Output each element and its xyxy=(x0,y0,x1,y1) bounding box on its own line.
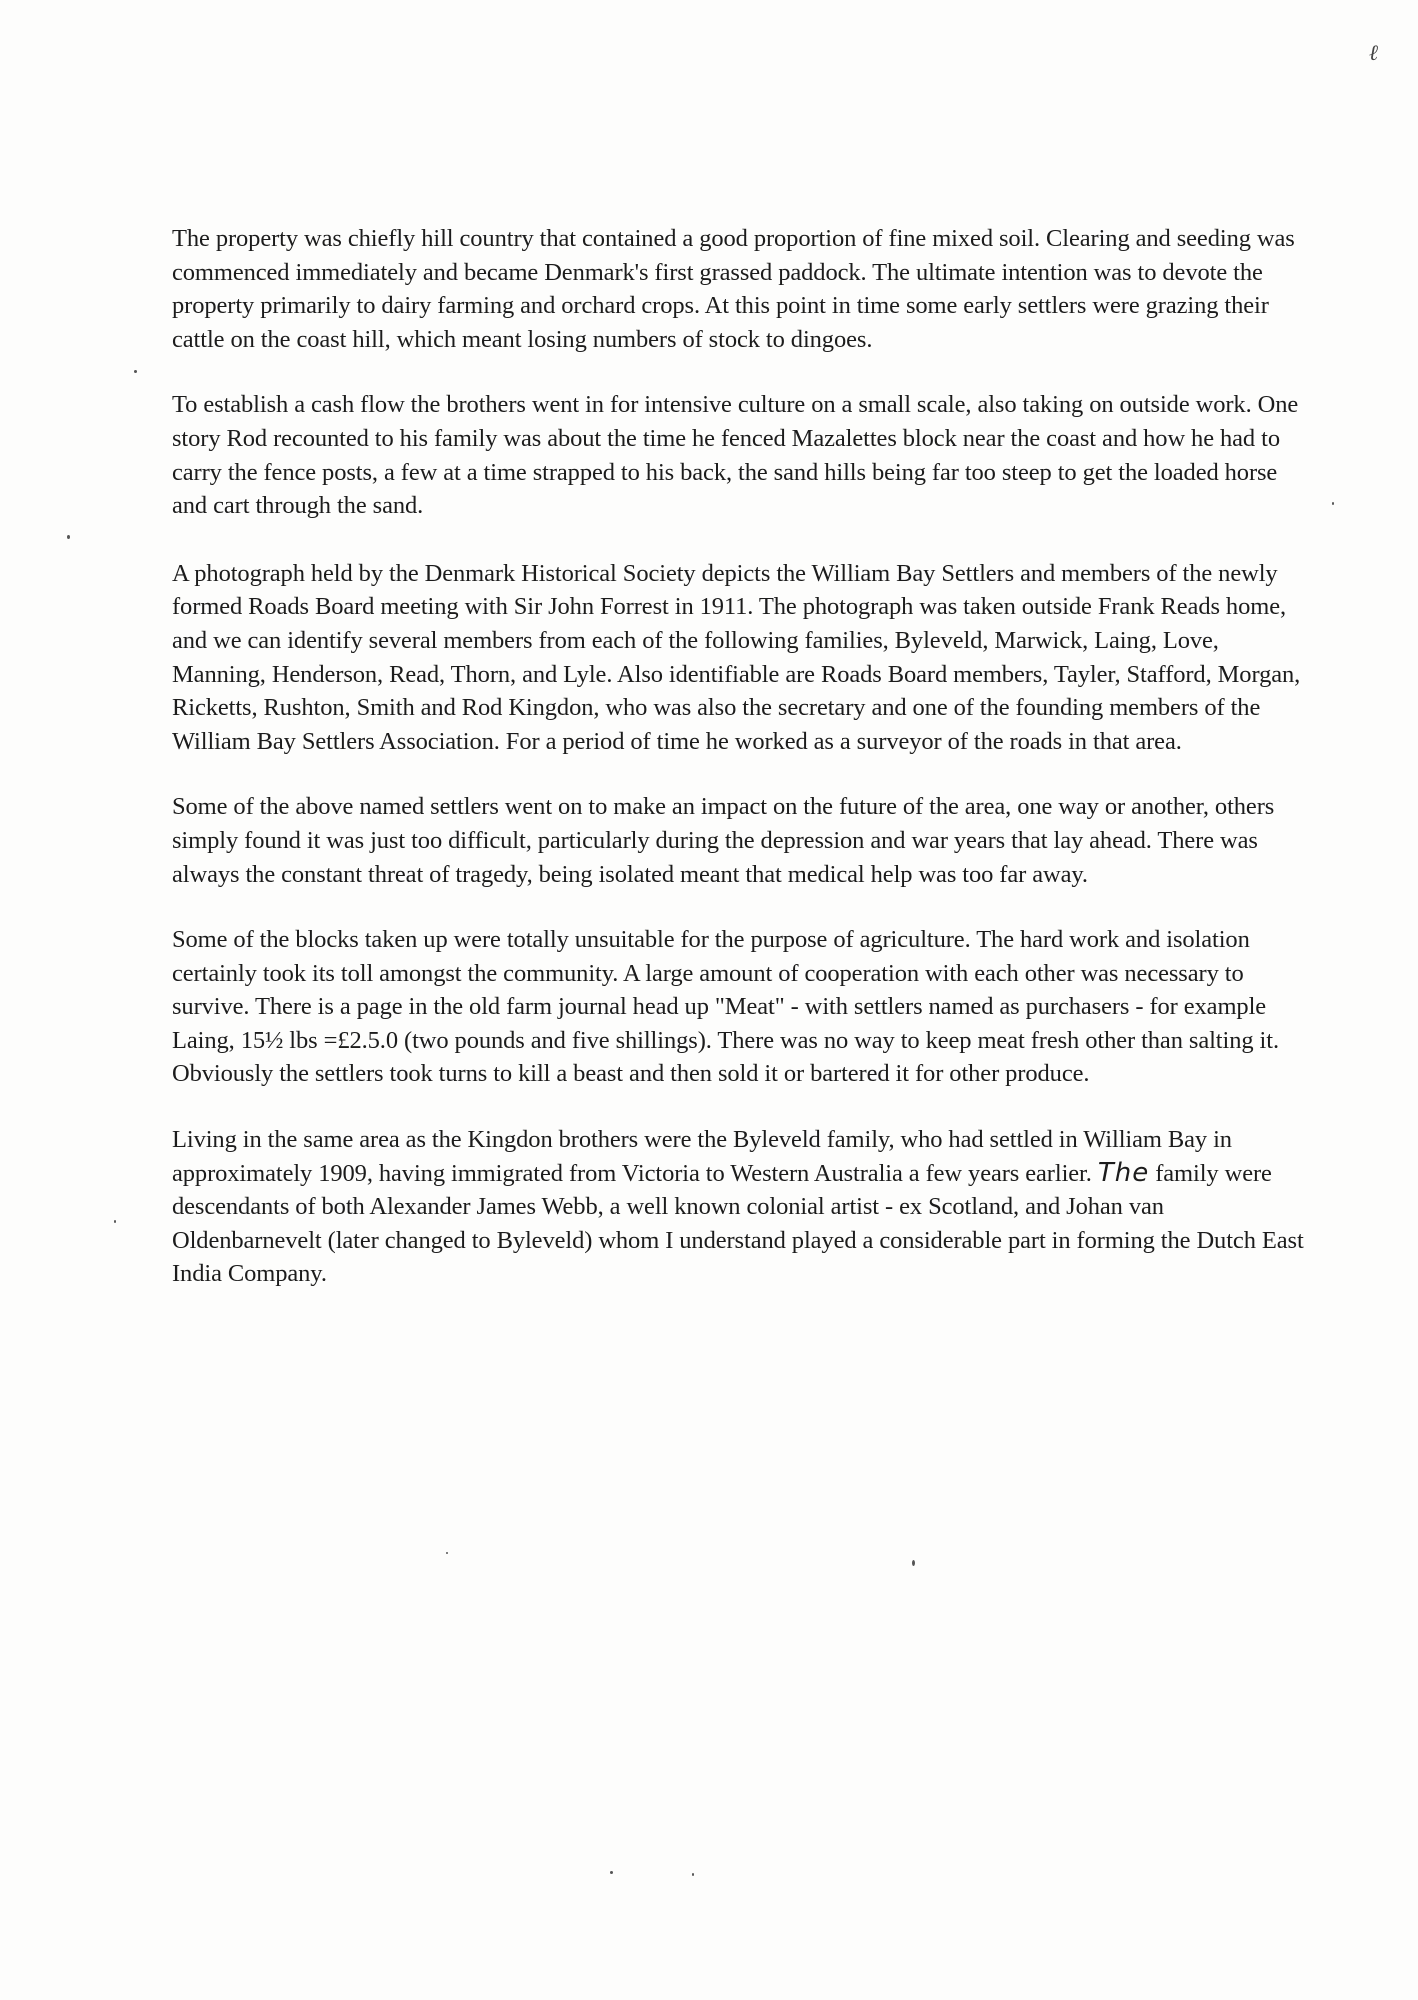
scan-speck xyxy=(692,1873,694,1876)
scan-speck xyxy=(912,1560,915,1566)
scan-speck xyxy=(67,535,70,539)
scan-speck xyxy=(610,1871,613,1874)
paragraph-byleveld xyxy=(172,1123,1312,1291)
scan-speck xyxy=(134,370,137,373)
scan-speck xyxy=(114,1220,116,1223)
paragraph-cash-flow: To establish a cash flow the brothers went in for intensive culture on a small scale, also taking on outside work. One story Rod recounted to his family was about the time he fenced Mazalettes block near the coast and how he had to carry the fence posts, a few at a time strapped to his back, the sand hills being far too steep to get the loaded horse and cart through the sand. xyxy=(172,391,1299,520)
paragraph-photograph: A photograph held by the Denmark Historical Society depicts the William Bay Settlers and members of the newly formed Roads Board meeting with Sir John Forrest in 1911. The photograph was taken outside Frank Reads home, and we can identify several members from each of the following families, Byleveld, Marwick, Laing, Love, Manning, Henderson, Read, Thorn, and Lyle. Also identifiable are Roads Board members, Tayler, Stafford, Morgan, Ricketts, Rushton, Smith and Rod Kingdon, who was also the secretary and one of the founding members of the William Bay Settlers Association. For a period of time he worked as a surveyor of the roads in that area. xyxy=(172,559,1301,755)
document-body xyxy=(172,222,1312,1323)
page-number-mark: ℓ xyxy=(1368,41,1378,66)
paragraph-blocks: Some of the blocks taken up were totally unsuitable for the purpose of agriculture. The hard work and isolation certainly took its toll amongst the community. A large amount of cooperation with each other was necessary to survive. There is a page in the old farm journal head up "Meat" - with settlers named as purchasers - for example Laing, 15½ lbs =£2.5.0 (two pounds and five shillings). There was no way to keep meat fresh other than salting it. Obviously the settlers took turns to kill a beast and then sold it or bartered it for other produce. xyxy=(172,926,1279,1088)
scan-speck xyxy=(1332,502,1334,505)
byleveld-text-end: family were descendants of both Alexander James Webb, a well known colonial artist - ex Scotland, and Johan van Oldenbarnevelt (later changed to Byleveld) whom I understand played a considerable part in forming the Dutch East India Company. xyxy=(172,1159,1304,1288)
handwritten-insertion: The xyxy=(1097,1157,1150,1188)
paragraph-settlers-impact: Some of the above named settlers went on to make an impact on the future of the area, one way or another, others simply found it was just too difficult, particularly during the depression and war years that lay ahead. There was always the constant threat of tragedy, being isolated meant that medical help was too far away. xyxy=(172,793,1275,888)
paragraph-property: The property was chiefly hill country that contained a good proportion of fine mixed soil. Clearing and seeding was commenced immediately and became Denmark's first grassed paddock. The ultimate intention was to devote the property primarily to dairy farming and orchard crops. At this point in time some early settlers were grazing their cattle on the coast hill, which meant losing numbers of stock to dingoes. xyxy=(172,225,1295,353)
byleveld-text-start: Living in the same area as the Kingdon brothers were the Byleveld family, who had settled in William Bay in approximately 1909, having immigrated from Victoria to Western Australia a few years earlier. xyxy=(172,1126,1232,1187)
scan-speck xyxy=(446,1552,448,1554)
